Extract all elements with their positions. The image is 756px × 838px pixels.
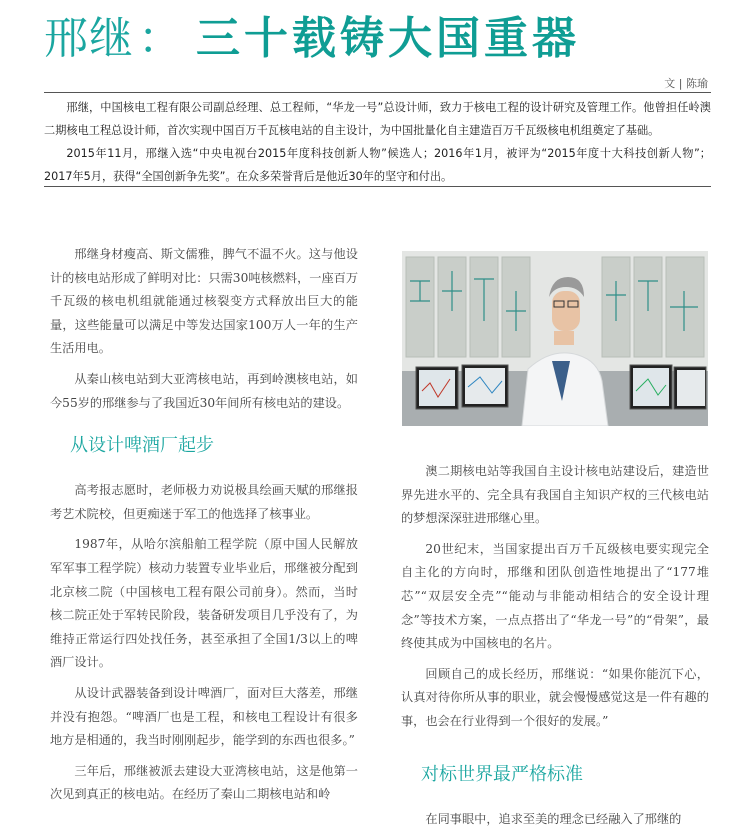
- intro-paragraph-1: 邢继，中国核电工程有限公司副总经理、总工程师，“华龙一号”总设计师，致力于核电工程的设计研究及管理工作。他曾担任岭澳二期核电工程总设计师，首次实现中国百万千瓦核电站的自主设计，为中国批量化自主建造百万千瓦级核电机组奠定了基础。: [44, 101, 711, 137]
- intro-paragraph-2: 2015年11月，邢继入选“中央电视台2015年度科技创新人物”候选人；2016年1月，被评为“2015年度十大科技创新人物”；2017年5月，获得“全国创新争先奖”。在众多荣誉背后是他近30年的坚守和付出。: [44, 147, 711, 183]
- body-paragraph: 从设计武器装备到设计啤酒厂，面对巨大落差，邢继并没有抱怨。“啤酒厂也是工程，和核电工程设计有很多地方是相通的，我当时刚刚起步，能学到的东西也很多。”: [50, 685, 358, 748]
- section-heading: 对标世界最严格标准: [421, 763, 583, 785]
- body-paragraph: 高考报志愿时，老师极力劝说极具绘画天赋的邢继报考艺术院校，但更痴迷于军工的他选择了核事业。: [50, 483, 358, 521]
- body-paragraph: 回顾自己的成长经历，邢继说：“如果你能沉下心，认真对待你所从事的职业，就会慢慢感觉这是一件有趣的事，也会在行业得到一个很好的发展。”: [401, 666, 709, 728]
- body-paragraph: 在同事眼中，追求至美的理念已经融入了邢继的: [425, 811, 682, 826]
- body-paragraph: 澳二期核电站等我国自主设计核电站建设后，建造世界先进水平的、完全具有我国自主知识产权的三代核电站的梦想深深驻进邢继心里。: [401, 464, 709, 526]
- title-person-name: 邢继: [44, 13, 134, 64]
- body-paragraph: 1987年，从哈尔滨船舶工程学院（原中国人民解放军军事工程学院）核动力装置专业毕业后，邢继被分配到北京核二院（中国核电工程有限公司前身）。然而，当时核二院正处于军转民阶段，装备研发项目几乎没有了，为维持正常运行四处找任务，甚至承担了全国1/3以上的啤酒厂设计。: [50, 537, 358, 670]
- control-room-photo-illustration: [402, 251, 708, 426]
- portrait-photo: [402, 251, 708, 426]
- intro-top-rule: [44, 92, 711, 93]
- article-title: [44, 4, 580, 74]
- body-paragraph: 邢继身材瘦高、斯文儒雅，脾气不温不火。这与他设计的核电站形成了鲜明对比：只需30吨核燃料，一座百万千瓦级的核电机组就能通过核裂变方式释放出巨大的能量，这些能量可以满足中等发达国家100万人一年的生产生活用电。: [50, 247, 359, 356]
- right-column: [401, 460, 709, 838]
- intro-abstract: [44, 96, 711, 188]
- section-heading: 从设计啤酒厂起步: [70, 435, 214, 457]
- body-paragraph: 从秦山核电站到大亚湾核电站，再到岭澳核电站，如今55岁的邢继参与了我国近30年间所有核电站的建设。: [50, 371, 358, 410]
- title-colon: ：: [138, 13, 182, 64]
- body-paragraph: 20世纪末，当国家提出百万千瓦级核电要实现完全自主化的方向时，邢继和团队创造性地提出了“177堆芯”“双层安全壳”“能动与非能动相结合的安全设计理念”等技术方案，一点点搭出了“华龙一号”的“骨架”，最终使其成为中国核电的名片。: [401, 541, 709, 651]
- left-column: [50, 243, 358, 814]
- intro-bottom-rule: [44, 186, 711, 187]
- title-headline: 三十载铸大国重器: [196, 13, 580, 64]
- author-byline: 文 | 陈瑜: [664, 77, 708, 90]
- body-paragraph: 三年后，邢继被派去建设大亚湾核电站，这是他第一次见到真正的核电站。在经历了秦山二期核电站和岭: [50, 763, 358, 802]
